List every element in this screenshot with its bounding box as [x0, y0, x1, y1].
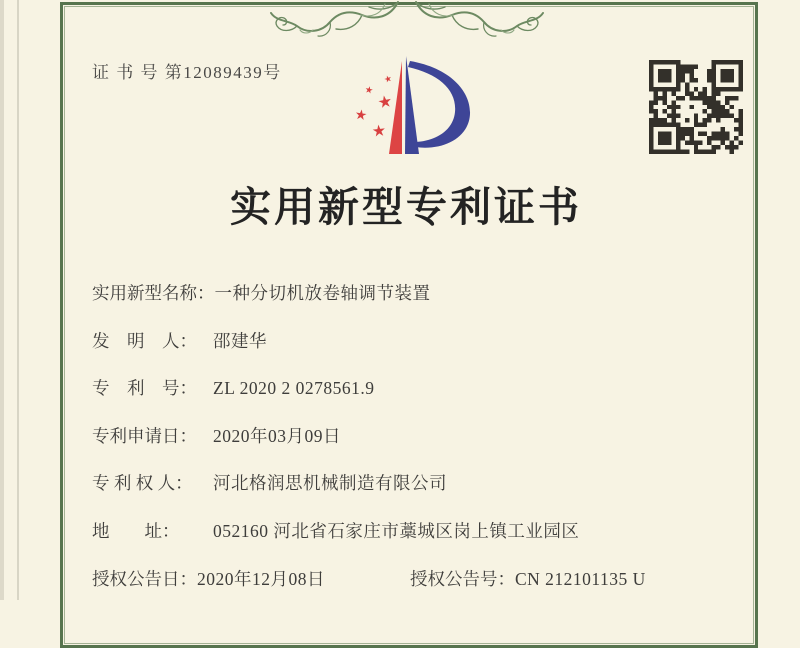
- field-value: 一种分切机放卷轴调节装置: [214, 283, 431, 303]
- grant-no-label: 授权公告号：: [410, 568, 515, 589]
- top-border-ornament-icon: [267, 0, 547, 38]
- field-row-grant: [92, 556, 752, 604]
- field-value: ZL 2020 2 0278561.9: [213, 378, 375, 399]
- field-row-utility-model-name: [92, 270, 752, 318]
- field-row-patentee: [92, 460, 752, 508]
- grant-date-value: 2020年12月08日: [197, 568, 325, 589]
- field-label: 地 址：: [92, 520, 180, 541]
- field-row-patent-number: [92, 365, 752, 413]
- certificate-title: 实用新型专利证书: [230, 184, 582, 230]
- field-row-inventor: [92, 318, 752, 366]
- grant-no-value: CN 212101135 U: [515, 568, 646, 589]
- field-row-address: [92, 508, 752, 556]
- grant-date-label: 授权公告日：: [92, 568, 197, 589]
- logo-stars: [355, 75, 392, 137]
- certificate-number: 证 书 号 第12089439号: [92, 63, 282, 82]
- page-fold-line: [17, 0, 19, 600]
- field-value: 河北格润思机械制造有限公司: [213, 473, 447, 494]
- field-label: 实用新型名称：: [92, 283, 215, 303]
- certificate-fields: [92, 270, 752, 603]
- cnipa-patent-logo-icon: [331, 54, 481, 166]
- field-label: 专 利 权 人：: [92, 473, 193, 494]
- field-value: 邵建华: [213, 330, 267, 351]
- field-label: 专利申请日：: [92, 425, 197, 446]
- scan-edge-shadow: [0, 0, 4, 600]
- field-label: 专 利 号：: [92, 378, 197, 399]
- field-value: 052160 河北省石家庄市藁城区岗上镇工业园区: [213, 520, 580, 541]
- qr-code-icon: [646, 60, 746, 154]
- field-value: 2020年03月09日: [213, 425, 341, 446]
- field-label: 发 明 人：: [92, 330, 197, 351]
- field-row-application-date: [92, 413, 752, 461]
